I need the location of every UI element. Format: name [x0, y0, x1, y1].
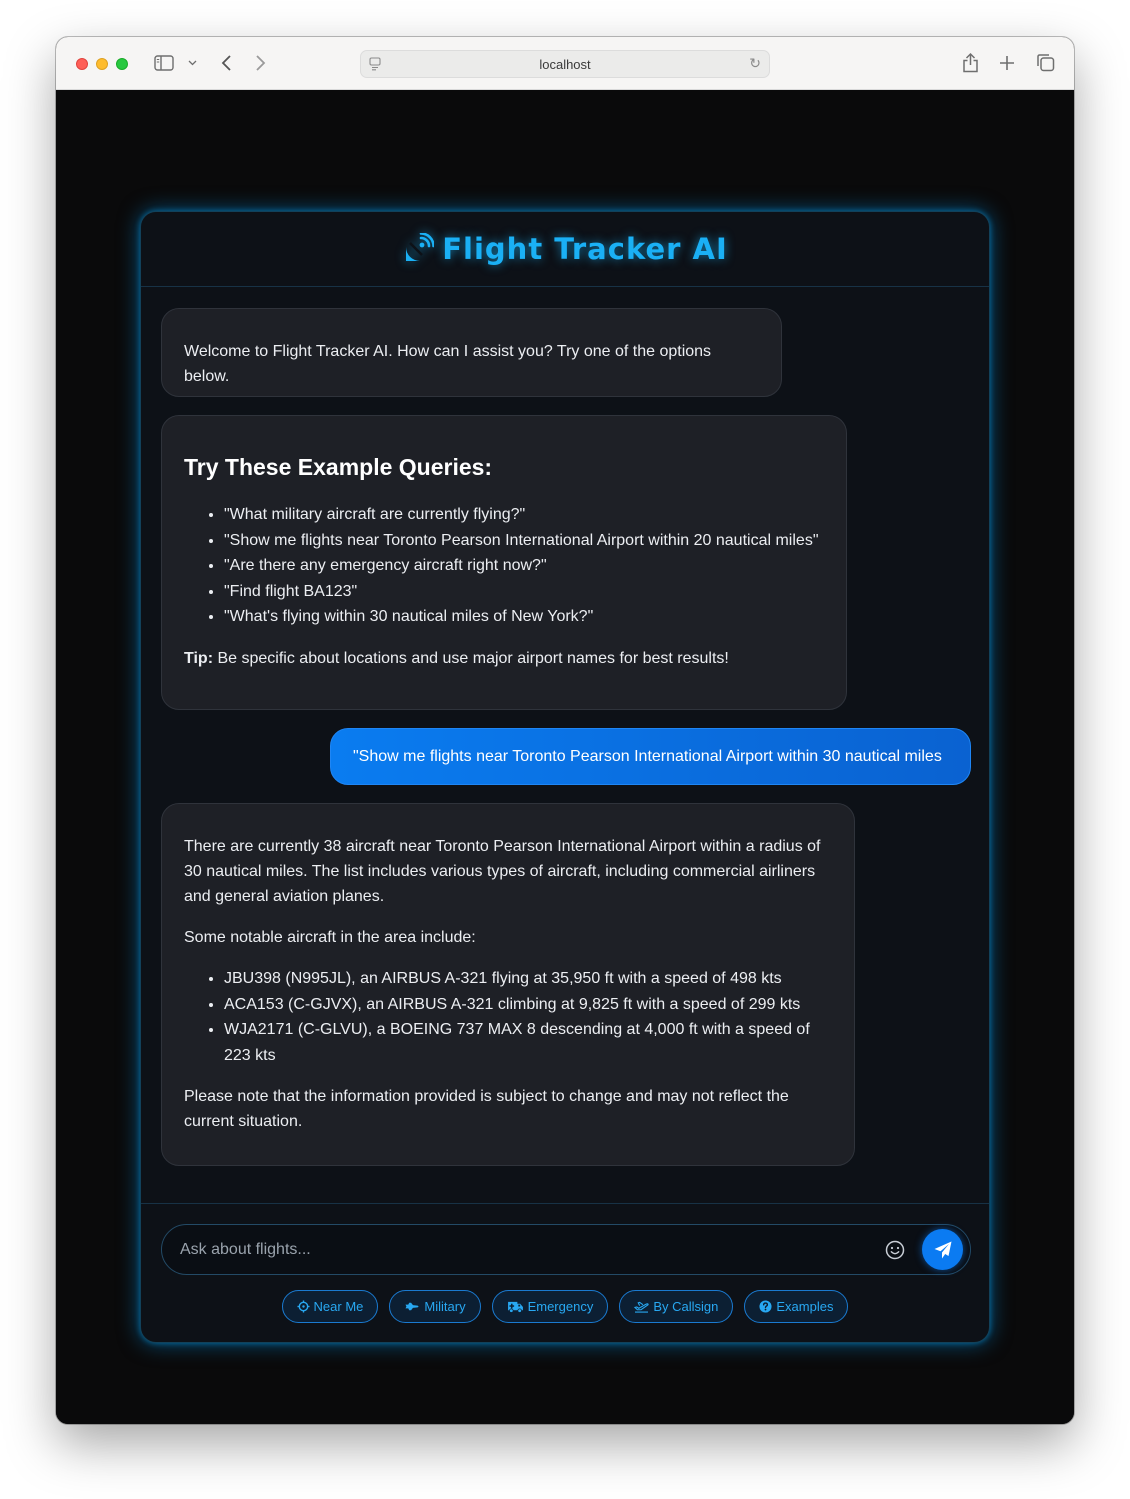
example-query: • "Find flight BA123" — [224, 579, 824, 605]
fighter-jet-icon — [404, 1300, 420, 1313]
send-button[interactable] — [922, 1229, 963, 1270]
chat-input-area — [141, 1203, 989, 1343]
response-notable-heading: Some notable aircraft in the area include: — [184, 929, 476, 946]
example-query: • "What military aircraft are currently flying?" — [224, 502, 824, 528]
address-url: localhost — [539, 57, 591, 72]
example-query: • "Are there any emergency aircraft right now?" — [224, 553, 824, 579]
new-tab-icon[interactable] — [999, 55, 1015, 71]
sidebar-toggle-icon[interactable] — [154, 55, 174, 71]
zoom-window-button[interactable] — [116, 58, 128, 70]
browser-toolbar — [56, 37, 1074, 90]
aircraft-list — [184, 966, 832, 1068]
near-me-label: Near Me — [313, 1299, 364, 1314]
user-message-text: "Show me flights near Toronto Pearson International Airport within 30 nautical miles — [353, 748, 942, 765]
examples-label: Examples — [776, 1299, 834, 1314]
example-query: • "What's flying within 30 nautical miles of New York?" — [224, 604, 824, 630]
emergency-button[interactable] — [492, 1290, 609, 1323]
response-note: Please note that the information provided is subject to change and may not reflect the current situation. — [184, 1088, 789, 1130]
reload-icon[interactable]: ↻ — [749, 56, 761, 72]
tip-label: Tip: — [184, 649, 214, 667]
minimize-window-button[interactable] — [96, 58, 108, 70]
assistant-response-message — [161, 803, 855, 1166]
aircraft-item: • JBU398 (N995JL), an AIRBUS A-321 flying at 35,950 ft with a speed of 498 kts — [224, 966, 832, 992]
chat-input-container — [161, 1224, 971, 1275]
share-icon[interactable] — [962, 52, 979, 73]
question-circle-icon — [759, 1300, 772, 1313]
by-callsign-button[interactable] — [619, 1290, 733, 1323]
military-label: Military — [424, 1299, 466, 1314]
address-bar[interactable] — [360, 50, 770, 78]
tip-text: Be specific about locations and use major airport names for best results! — [213, 649, 729, 667]
chevron-down-icon[interactable] — [188, 60, 197, 66]
forward-arrow-icon[interactable] — [255, 54, 267, 72]
quick-actions — [141, 1290, 989, 1323]
page-viewport — [56, 90, 1074, 1424]
chat-app-panel — [140, 211, 990, 1343]
welcome-text: Welcome to Flight Tracker AI. How can I assist you? Try one of the options below. — [184, 343, 712, 385]
app-header — [141, 212, 989, 287]
example-query: • "Show me flights near Toronto Pearson International Airport within 20 nautical miles" — [224, 528, 824, 554]
emergency-label: Emergency — [527, 1299, 594, 1314]
back-arrow-icon[interactable] — [220, 54, 232, 72]
crosshairs-icon — [297, 1300, 310, 1313]
satellite-dish-icon — [402, 233, 434, 265]
aircraft-item: • WJA2171 (C-GLVU), a BOEING 737 MAX 8 descending at 4,000 ft with a speed of 223 kts — [224, 1017, 832, 1068]
examples-list — [184, 502, 824, 630]
tab-overview-icon[interactable] — [1036, 53, 1055, 72]
chat-input[interactable] — [180, 1225, 860, 1274]
app-title: Flight Tracker AI — [442, 232, 728, 266]
page-icon — [369, 57, 381, 71]
close-window-button[interactable] — [76, 58, 88, 70]
chat-messages — [141, 288, 989, 1203]
ambulance-icon — [507, 1300, 524, 1313]
aircraft-item: • ACA153 (C-GJVX), an AIRBUS A-321 climbing at 9,825 ft with a speed of 299 kts — [224, 992, 832, 1018]
assistant-welcome-message — [161, 308, 782, 397]
assistant-examples-message — [161, 415, 847, 710]
response-intro: There are currently 38 aircraft near Toronto Pearson International Airport within a radius of 30 nautical miles. The list includes various types of aircraft, including commercial airliners and general aviation planes. — [184, 838, 821, 905]
user-message — [330, 728, 971, 785]
plane-departure-icon — [634, 1300, 649, 1313]
near-me-button[interactable] — [282, 1290, 379, 1323]
browser-window — [56, 37, 1074, 1424]
by-callsign-label: By Callsign — [653, 1299, 719, 1314]
examples-tip — [184, 646, 824, 671]
emoji-icon[interactable] — [884, 1239, 906, 1261]
paper-plane-icon — [933, 1240, 953, 1260]
examples-button[interactable] — [744, 1290, 848, 1323]
military-button[interactable] — [389, 1290, 480, 1323]
examples-heading: Try These Example Queries: — [184, 454, 493, 480]
